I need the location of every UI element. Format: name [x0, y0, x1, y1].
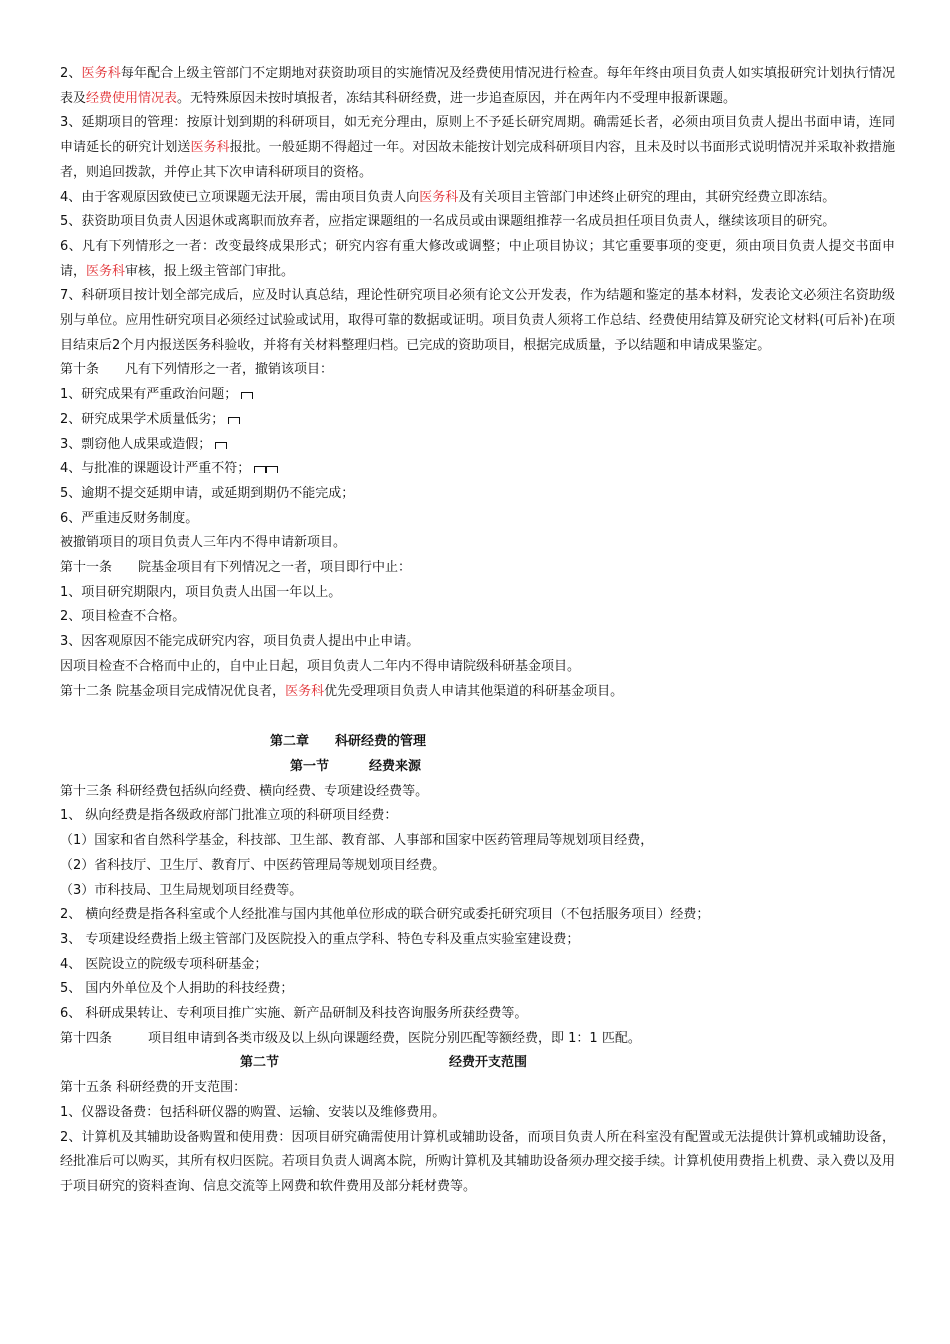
- list-item: （3）市科技局、卫生局规划项目经费等。: [60, 882, 303, 898]
- item-number: 2、: [60, 66, 82, 81]
- article-12: [60, 680, 895, 705]
- list-item: 4、 医院设立的院级专项科研基金；: [60, 956, 268, 972]
- list-item-text: 4、与批准的课题设计严重不符；: [60, 461, 251, 477]
- highlight-form: 经费使用情况表: [86, 90, 178, 106]
- list-item-text: 3、剽窃他人成果或造假；: [60, 436, 212, 452]
- spacer: [60, 704, 895, 730]
- article-text: 第十二条 院基金项目完成情况优良者，: [60, 683, 286, 699]
- paragraph-termination: [60, 186, 895, 211]
- article-text: 优先受理项目负责人申请其他渠道的科研基金项目。: [324, 683, 624, 699]
- list-item: （1）国家和省自然科学基金，科技部、卫生部、教育部、人事部和国家中医药管理局等规划项目经费，: [60, 833, 654, 849]
- article-number: 第十一条: [60, 560, 113, 576]
- highlight-department: 医务科: [86, 263, 126, 279]
- article-text: 凡有下列情形之一者，撤销该项目：: [125, 362, 334, 378]
- list-item: 2、计算机及其辅助设备购置和使用费：因项目研究确需使用计算机或辅助设备，而项目负责人所在科室没有配置或无法提供计算机或辅助设备，经批准后可以购买，其所有权归医院。若项目负责人调离本院，所购计算机及其辅助设备须办理交接手续。计算机使用费指上机费、录入费以及用于项目研究的资料查询、信息交流等上网费和软件费用及部分耗材费等。: [60, 1129, 895, 1194]
- highlight-department: 医务科: [81, 66, 121, 81]
- paragraph-text: 3、延期项目的管理：按原计划到期的科研项目，如无充分理由，原则上不予延长研究周期。确需延长者，必须由项目负责人提出书面申请，连同申请延长的研究计划送: [60, 115, 895, 156]
- paragraph-extension: [60, 111, 895, 185]
- article-text: 院基金项目有下列情况之一者，项目即行中止：: [138, 560, 412, 576]
- article-text: 项目组申请到各类市级及以上纵向课题经费，医院分别匹配等额经费，即 1：1 匹配。: [148, 1030, 641, 1046]
- list-item-text: 1、研究成果有严重政治问题；: [60, 387, 238, 403]
- chapter-heading: [60, 730, 895, 755]
- section-heading: [60, 1051, 895, 1076]
- section-title: 经费来源: [369, 758, 422, 774]
- paragraph-changes: [60, 235, 895, 284]
- section-heading: [60, 755, 895, 780]
- list-item: 1、 纵向经费是指各级政府部门批准立项的科研项目经费：: [60, 808, 398, 824]
- article-note: 被撤销项目的项目负责人三年内不得申请新项目。: [60, 535, 347, 551]
- paragraph-text: 每年配合上级主管部门不定期地对获资助项目的实施情况及经费使用情况进行检查。每年年终由项目负责人如实填报研究计划执行情况表及: [60, 66, 895, 106]
- paragraph-text: 审核，报上级主管部门审批。: [125, 263, 295, 279]
- paragraph-inspection: [60, 62, 895, 111]
- paragraph-text: 报批。一般延期不得超过一年。对因故未能按计划完成科研项目内容，且未及时以书面形式说明情况并采取补救措施者，则追回拨款，并停止其下次申请科研项目的资格。: [60, 140, 895, 180]
- article-number: 第十四条: [60, 1030, 113, 1046]
- list-item: 2、项目检查不合格。: [60, 609, 186, 625]
- paragraph-text: 及有关项目主管部门申述终止研究的理由，其研究经费立即冻结。: [458, 189, 836, 205]
- list-item: 2、 横向经费是指各科室或个人经批准与国内其他单位形成的联合研究或委托研究项目（不包括服务项目）经费；: [60, 907, 710, 923]
- article-10-heading: [60, 358, 895, 383]
- bracket-mark-icon: [254, 466, 266, 473]
- list-item: 6、 科研成果转让、专利项目推广实施、新产品研制及科技咨询服务所获经费等。: [60, 1006, 528, 1022]
- document-page: [60, 62, 895, 1200]
- article-13: 第十三条 科研经费包括纵向经费、横向经费、专项建设经费等。: [60, 783, 429, 799]
- article-number: 第十条: [60, 362, 100, 378]
- chapter-number: 第二章: [270, 734, 310, 750]
- list-item: 1、仪器设备费：包括科研仪器的购置、运输、安装以及维修费用。: [60, 1104, 446, 1120]
- section-number: 第一节: [290, 758, 330, 774]
- article-14: [60, 1027, 895, 1052]
- list-item-text: 2、研究成果学术质量低劣；: [60, 411, 225, 427]
- bracket-mark-icon: [241, 392, 253, 399]
- section-number: 第二节: [240, 1055, 280, 1071]
- paragraph-text: 6、凡有下列情形之一者：改变最终成果形式；研究内容有重大修改或调整；中止项目协议；其它重要事项的变更，须由项目负责人提交书面申请，: [60, 238, 895, 279]
- list-item: 6、严重违反财务制度。: [60, 510, 199, 526]
- article-15: 第十五条 科研经费的开支范围：: [60, 1080, 247, 1096]
- list-item: [60, 408, 895, 433]
- section-title: 经费开支范围: [449, 1055, 528, 1071]
- highlight-department: 医务科: [419, 189, 459, 205]
- bracket-mark-icon: [228, 417, 240, 424]
- list-item: [60, 457, 895, 482]
- list-item: （2）省科技厅、卫生厅、教育厅、中医药管理局等规划项目经费。: [60, 857, 446, 873]
- chapter-title: 科研经费的管理: [335, 734, 427, 750]
- list-item: 3、 专项建设经费指上级主管部门及医院投入的重点学科、特色专科及重点实验室建设费；: [60, 931, 580, 947]
- list-item: [60, 433, 895, 458]
- highlight-department: 医务科: [285, 683, 325, 699]
- bracket-mark-icon: [266, 466, 278, 473]
- list-item: 1、项目研究期限内，项目负责人出国一年以上。: [60, 584, 342, 600]
- paragraph-leader-change: 5、获资助项目负责人因退休或离职而放弃者，应指定课题组的一名成员或由课题组推荐一名成员担任项目负责人，继续该项目的研究。: [60, 214, 836, 230]
- paragraph-text: 4、由于客观原因致使已立项课题无法开展，需由项目负责人向: [60, 189, 420, 205]
- list-item: 3、因客观原因不能完成研究内容，项目负责人提出中止申请。: [60, 634, 420, 650]
- list-item: [60, 383, 895, 408]
- article-note: 因项目检查不合格而中止的，自中止日起，项目负责人二年内不得申请院级科研基金项目。: [60, 658, 581, 674]
- list-item: 5、 国内外单位及个人捐助的科技经费；: [60, 981, 294, 997]
- list-item: 5、逾期不提交延期申请，或延期到期仍不能完成；: [60, 485, 355, 501]
- paragraph-completion: 7、科研项目按计划全部完成后，应及时认真总结，理论性研究项目必须有论文公开发表，作为结题和鉴定的基本材料，发表论文必须注名资助级别与单位。应用性研究项目必须经过试验或试用，取得可靠的数据或证明。项目负责人须将工作总结、经费使用结算及研究论文材料(可后补)在项目结束后2个月内报送医务科验收，并将有关材料整理归档。已完成的资助项目，根据完成质量，予以结题和申请成果鉴定。: [60, 288, 895, 353]
- paragraph-text: 。无特殊原因未按时填报者，冻结其科研经费，进一步追查原因，并在两年内不受理申报新课题。: [177, 90, 737, 106]
- article-11-heading: [60, 556, 895, 581]
- bracket-mark-icon: [215, 442, 227, 449]
- highlight-department: 医务科: [190, 140, 230, 156]
